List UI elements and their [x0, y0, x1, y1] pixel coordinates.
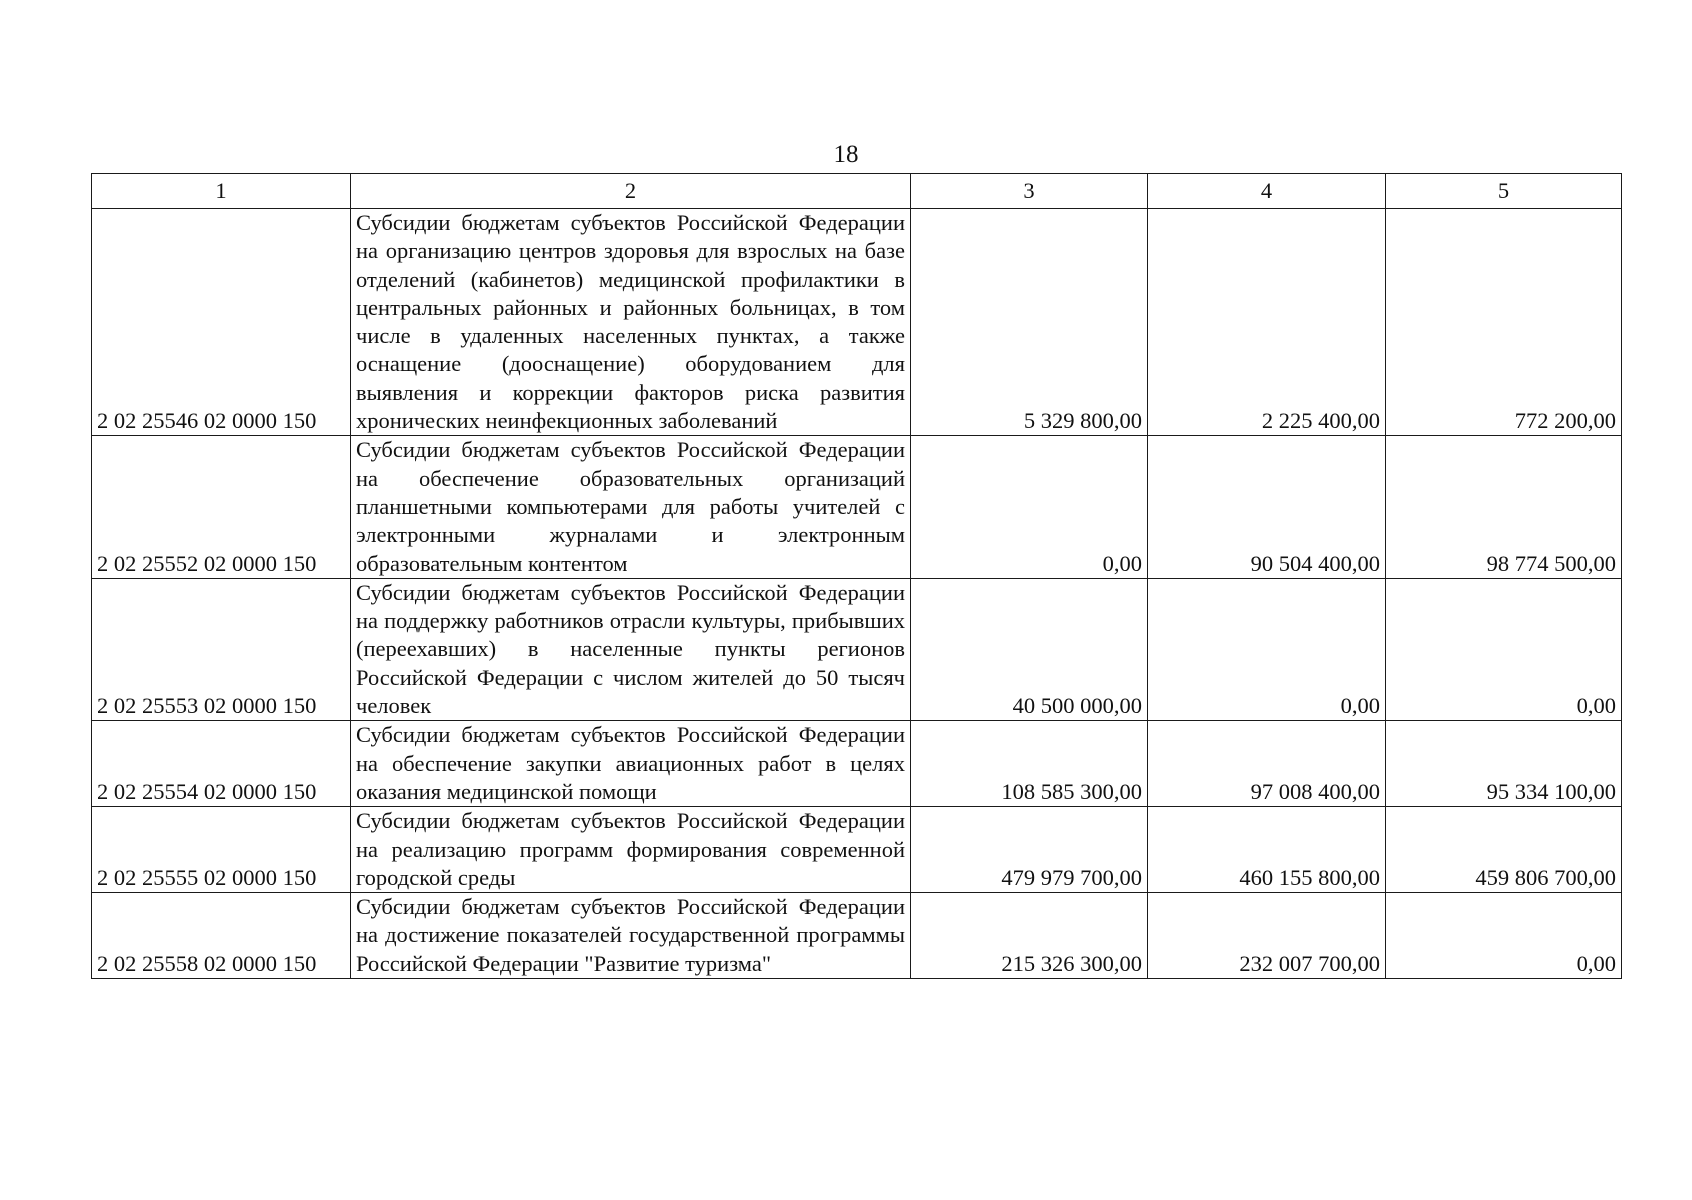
table-row — [92, 209, 1622, 436]
amount-col3-cell: 0,00 — [911, 436, 1148, 578]
amount-col5-cell: 0,00 — [1386, 578, 1622, 720]
budget-code-cell: 2 02 25546 02 0000 150 — [92, 209, 351, 436]
column-header-2: 2 — [351, 174, 911, 209]
amount-col5-cell: 459 806 700,00 — [1386, 807, 1622, 893]
table-row — [92, 578, 1622, 720]
amount-col4-cell: 97 008 400,00 — [1148, 721, 1386, 807]
column-header-4: 4 — [1148, 174, 1386, 209]
income-name-cell: Субсидии бюджетам субъектов Российской Федерации на поддержку работников отрасли культуры, прибывших (переехавших) в населенные пункты регионов Российской Федерации с числом жителей до 50 тысяч человек — [351, 578, 911, 720]
page-number: 18 — [833, 141, 859, 168]
column-header-5: 5 — [1386, 174, 1622, 209]
table-row — [92, 807, 1622, 893]
income-name-cell: Субсидии бюджетам субъектов Российской Федерации на реализацию программ формирования современной городской среды — [351, 807, 911, 893]
budget-revenue-table — [91, 173, 1622, 979]
table-row — [92, 721, 1622, 807]
amount-col4-cell: 0,00 — [1148, 578, 1386, 720]
amount-col4-cell: 460 155 800,00 — [1148, 807, 1386, 893]
income-name-cell: Субсидии бюджетам субъектов Российской Федерации на обеспечение закупки авиационных работ в целях оказания медицинской помощи — [351, 721, 911, 807]
amount-col3-cell: 40 500 000,00 — [911, 578, 1148, 720]
table-row — [92, 436, 1622, 578]
amount-col5-cell: 95 334 100,00 — [1386, 721, 1622, 807]
column-number-row — [92, 174, 1622, 209]
amount-col4-cell: 90 504 400,00 — [1148, 436, 1386, 578]
budget-code-cell: 2 02 25552 02 0000 150 — [92, 436, 351, 578]
column-header-3: 3 — [911, 174, 1148, 209]
table-row — [92, 893, 1622, 979]
income-name-cell: Субсидии бюджетам субъектов Российской Федерации на обеспечение образовательных организаций планшетными компьютерами для работы учителей с электронными журналами и электронным образовательным контентом — [351, 436, 911, 578]
amount-col3-cell: 479 979 700,00 — [911, 807, 1148, 893]
amount-col5-cell: 98 774 500,00 — [1386, 436, 1622, 578]
budget-code-cell: 2 02 25555 02 0000 150 — [92, 807, 351, 893]
amount-col3-cell: 5 329 800,00 — [911, 209, 1148, 436]
income-name-cell: Субсидии бюджетам субъектов Российской Федерации на организацию центров здоровья для взрослых на базе отделений (кабинетов) медицинской профилактики в центральных районных и районных больницах, в том числе в удаленных населенных пунктах, а также оснащение (дооснащение) оборудованием для выявления и коррекции факторов риска развития хронических неинфекционных заболеваний — [351, 209, 911, 436]
budget-code-cell: 2 02 25558 02 0000 150 — [92, 893, 351, 979]
amount-col4-cell: 2 225 400,00 — [1148, 209, 1386, 436]
amount-col5-cell: 772 200,00 — [1386, 209, 1622, 436]
amount-col4-cell: 232 007 700,00 — [1148, 893, 1386, 979]
amount-col3-cell: 108 585 300,00 — [911, 721, 1148, 807]
budget-code-cell: 2 02 25553 02 0000 150 — [92, 578, 351, 720]
amount-col5-cell: 0,00 — [1386, 893, 1622, 979]
column-header-1: 1 — [92, 174, 351, 209]
income-name-cell: Субсидии бюджетам субъектов Российской Федерации на достижение показателей государственной программы Российской Федерации "Развитие туризма" — [351, 893, 911, 979]
budget-code-cell: 2 02 25554 02 0000 150 — [92, 721, 351, 807]
amount-col3-cell: 215 326 300,00 — [911, 893, 1148, 979]
